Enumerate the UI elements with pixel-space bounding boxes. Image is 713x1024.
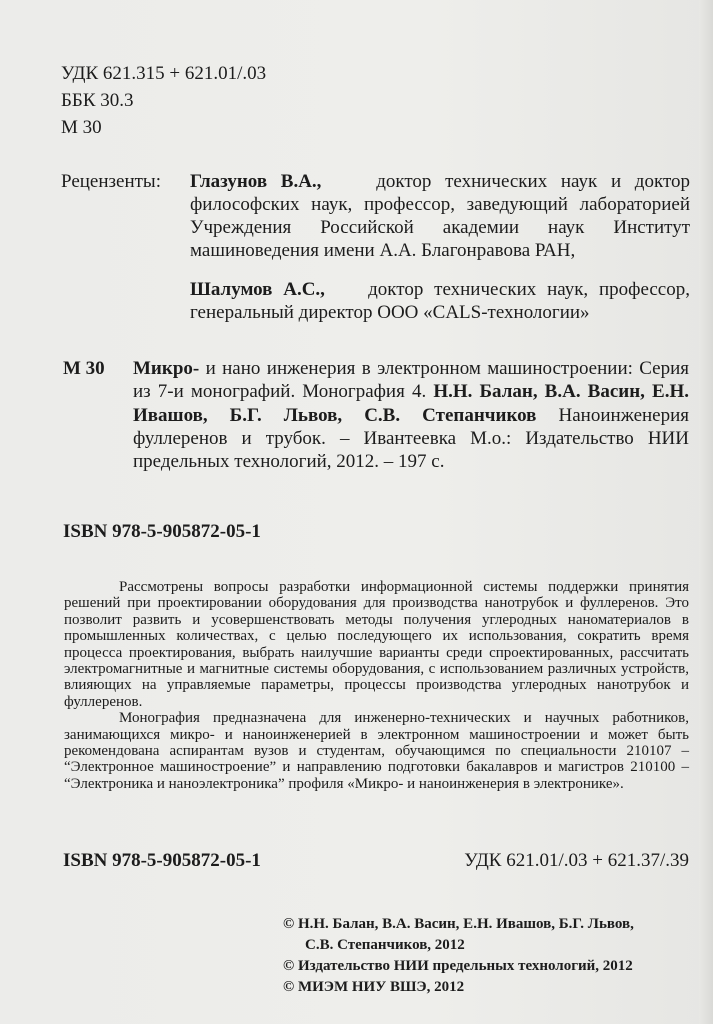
- reviewer-2: [190, 278, 690, 324]
- copyright-line-2: С.В. Степанчиков, 2012: [305, 937, 465, 953]
- reviewer-1-desc: доктор технических наук и доктор философских наук, профессор, заведующий лабораторией Учреждения Российской академии наук Институт машиноведения имени А.А. Благонравова РАН,: [190, 171, 690, 261]
- isbn-bottom: ISBN 978-5-905872-05-1: [63, 850, 261, 871]
- reviewer-2-name: Шалумов А.С.,: [190, 279, 325, 300]
- biblio-text-1: и нано инженерия в электронном машиностроении: Серия из 7-и монографий. Монография 4.: [133, 358, 690, 403]
- bbk-code: ББК 30.3: [61, 90, 134, 111]
- abstract-paragraph-1: Рассмотрены вопросы разработки информационной системы поддержки принятия решений при проектировании оборудования для производства нанотрубок и фуллеренов. Это позволит развить и усовершенствовать методы получения углеродных наноматериалов в промышленных количествах, с целью последующего их использования, сократить время процесса проектирования, выбрать наилучшие варианты среди спроектированных, рассчитать электромагнитные и магнитные системы оборудования, с использованием различных устройств, влияющих на управляемые параметры, процессы производства углеродных нанотрубок и фуллеренов.: [64, 579, 689, 710]
- abstract: [64, 579, 689, 792]
- reviewer-2-desc: доктор технических наук, профессор, генеральный директор ООО «CALS-технологии»: [190, 279, 690, 323]
- biblio-authors: Н.Н. Балан, В.А. Васин, Е.Н. Ивашов, Б.Г. Львов, С.В. Степанчиков: [133, 381, 689, 426]
- reviewer-1-name: Глазунов В.А.,: [190, 171, 322, 192]
- biblio-mark: М 30: [63, 358, 105, 379]
- author-mark: М 30: [61, 117, 102, 138]
- reviewer-1: [190, 170, 690, 262]
- copyright-line-4: © МИЭМ НИУ ВШЭ, 2012: [283, 979, 465, 995]
- udk-code: УДК 621.315 + 621.01/.03: [61, 63, 267, 84]
- reviewers-label: Рецензенты:: [61, 171, 161, 192]
- biblio-text-2: Наноинженерия фуллеренов и трубок. – Ивантеевка М.о.: Издательство НИИ предельных технологий, 2012. – 197 с.: [133, 404, 690, 473]
- copyright-line-3: © Издательство НИИ предельных технологий, 2012: [283, 958, 633, 974]
- biblio-record: [133, 357, 689, 473]
- udk-bottom: УДК 621.01/.03 + 621.37/.39: [464, 850, 689, 871]
- isbn-top: ISBN 978-5-905872-05-1: [63, 521, 261, 542]
- page-edge: [699, 0, 713, 1024]
- copyright-line-1: © Н.Н. Балан, В.А. Васин, Е.Н. Ивашов, Б.Г. Львов,: [283, 916, 634, 932]
- biblio-title-bold: Микро-: [133, 358, 200, 379]
- abstract-paragraph-2: Монография предназначена для инженерно-технических и научных работников, занимающихся микро- и наноинженерией в электронном машиностроении и может быть рекомендована аспирантам вузов и студентам, обучающимся по специальности 210107 – “Электронное машиностроение” и направлению подготовки бакалавров и магистров 210100 – “Электроника и наноэлектроника” профиля «Микро- и наноинженерия в электронике».: [64, 710, 689, 792]
